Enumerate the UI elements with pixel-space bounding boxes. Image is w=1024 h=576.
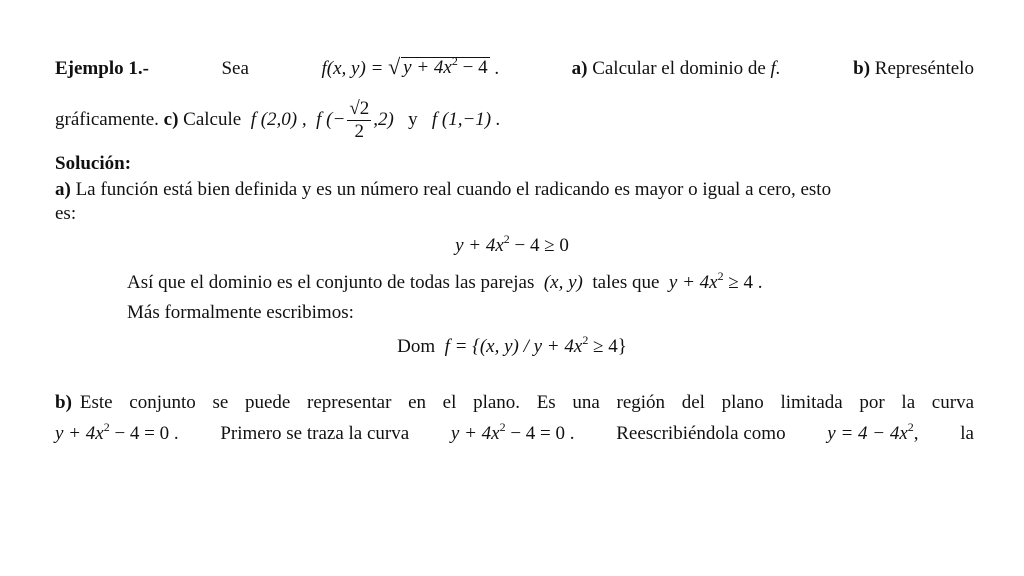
part-c-text: Calcule — [183, 109, 242, 130]
fraction-numerator: √2 — [349, 98, 370, 120]
domain-description-text: Así que el dominio es el conjunto de todas las parejas — [127, 272, 535, 293]
rewritten-equation: $y = 4 - 4x^2$, — [827, 420, 919, 444]
domain-set-line — [0, 335, 1024, 359]
domain-condition: $y + 4x^2 \ge 4$ . — [668, 269, 763, 293]
solution-heading-line — [55, 152, 974, 176]
square-root — [388, 56, 489, 78]
curve-equation: $y + 4x^2 - 4 = 0$ . — [55, 420, 179, 444]
solution-a-line — [55, 178, 974, 202]
part-a-text: Calcular el dominio de — [592, 58, 766, 79]
part-b-label: b) — [853, 58, 871, 79]
fraction — [347, 98, 371, 143]
example-heading: Ejemplo 1.- — [55, 58, 149, 79]
part-a-label: a) — [571, 58, 588, 79]
solution-b-line-2 — [55, 422, 974, 446]
curve-equation-2: $y + 4x^2 - 4 = 0$ . — [450, 420, 575, 444]
rewriting-text: Reescribiéndola como — [616, 423, 786, 444]
f-letter: f. — [770, 58, 781, 79]
evaluation-2-start: f (− — [316, 109, 346, 130]
example-title-line — [55, 56, 974, 81]
primero-text: Primero se traza la curva — [220, 423, 410, 444]
inequality: $y + 4x^2 - 4 \ge 0$ — [455, 232, 569, 256]
part-a-prompt — [572, 57, 781, 81]
example-line-2 — [55, 96, 974, 144]
es-word: es: — [55, 203, 77, 224]
graphically-text: gráficamente. — [55, 109, 159, 130]
domain-description-line — [127, 271, 974, 295]
function-lhs: f(x, y) = — [321, 58, 384, 79]
domain-set: f = {(x, $y) / y + 4x^2 \ge 4$} — [444, 333, 627, 357]
evaluation-2-end: ,2) — [373, 109, 394, 130]
formal-text: Más formalmente escribimos: — [127, 302, 354, 323]
part-b-text: Represéntelo — [874, 58, 974, 79]
solution-b-line — [55, 391, 974, 415]
radicand — [401, 54, 489, 78]
radical-sign-icon: √ — [388, 54, 401, 79]
part-b-prompt — [853, 57, 974, 81]
function-definition: f(x, y) = √ $y + 4x^2 - 4$ . — [321, 54, 500, 79]
radicand-part: − 4 — [457, 57, 488, 78]
xy-pair: (x, y) — [543, 272, 583, 293]
solution-b-text: Este conjunto se puede representar en el plano. Es una región del plano limitada por la curva — [79, 392, 974, 413]
and-word: y — [408, 109, 418, 130]
solution-b-label: b) — [55, 392, 72, 413]
radicand-part: y + 4x — [403, 57, 452, 78]
evaluation-1: f (2,0) , — [250, 109, 307, 130]
solution-a-line-2 — [55, 202, 974, 226]
evaluation-3: f (1,−1) . — [431, 109, 501, 130]
inequality-line — [0, 234, 1024, 258]
dom-word: Dom — [397, 336, 436, 357]
exponent: 2 — [451, 54, 458, 68]
solution-a-text: La función está bien definida y es un número real cuando el radicando es mayor o igual a cero, esto — [75, 179, 832, 200]
sea-word: Sea — [221, 58, 249, 79]
solution-heading: Solución: — [55, 153, 132, 174]
fraction-denominator: 2 — [354, 121, 365, 143]
part-c-label: c) — [163, 109, 179, 130]
la-word: la — [960, 423, 974, 444]
formal-line — [127, 301, 974, 325]
solution-a-label: a) — [55, 179, 71, 200]
tales-que-text: tales que — [592, 272, 660, 293]
